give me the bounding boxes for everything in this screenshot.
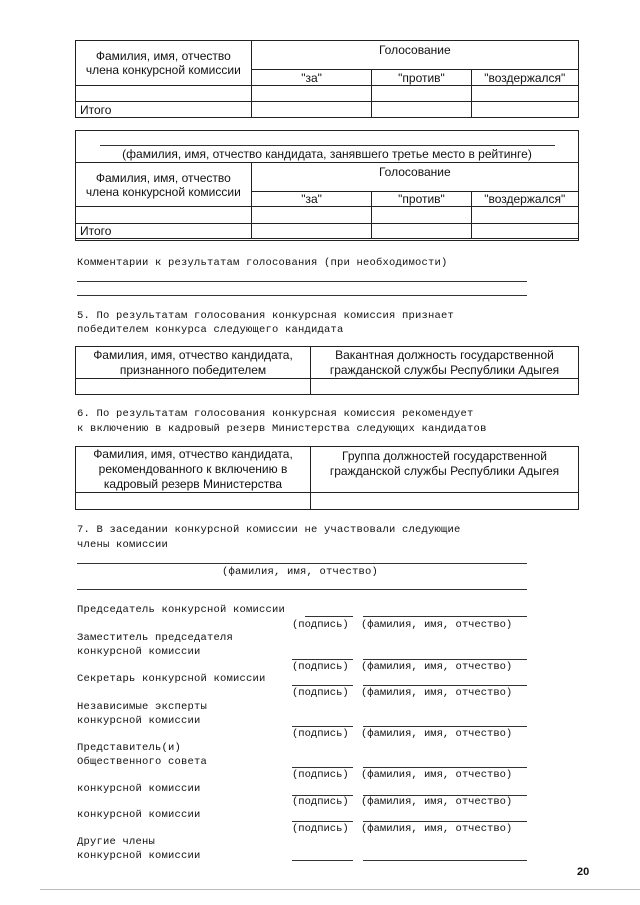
signature-caption: (подпись)	[292, 769, 349, 781]
name-caption: (фамилия, имя, отчество)	[361, 823, 513, 835]
absent-members-caption: (фамилия, имя, отчество)	[222, 566, 379, 578]
table-cell	[372, 86, 471, 102]
name-caption: (фамилия, имя, отчество)	[361, 796, 513, 808]
column-header-position-group: Группа должностей государственной гражданской службы Республики Адыгея	[311, 447, 579, 493]
page-footer-divider	[40, 889, 640, 890]
table-cell	[76, 86, 252, 102]
chair-label: Председатель конкурсной комиссии	[77, 604, 286, 616]
candidate-caption: (фамилия, имя, отчество кандидата, занявшего третье место в рейтинге)	[122, 147, 532, 161]
public-label-2: Общественного совета	[77, 756, 208, 768]
experts-label-1: Независимые эксперты	[77, 701, 208, 713]
table-cell	[251, 86, 372, 102]
deputy-label-2: конкурсной комиссии	[77, 646, 201, 658]
signature-caption: (подпись)	[292, 619, 349, 631]
name-caption: (фамилия, имя, отчество)	[361, 687, 513, 699]
name-caption: (фамилия, имя, отчество)	[361, 661, 513, 673]
table-cell	[372, 207, 471, 224]
name-caption: (фамилия, имя, отчество)	[361, 728, 513, 740]
table-cell	[76, 207, 252, 224]
column-header-reserve-name: Фамилия, имя, отчество кандидата, рекомендованного к включению в кадровый резерв Министерства	[76, 447, 311, 493]
reserve-table	[75, 446, 579, 510]
name-line	[363, 821, 527, 822]
column-header-vote-for: "за"	[251, 70, 372, 86]
signature-line	[305, 616, 353, 617]
name-line	[363, 767, 527, 768]
comments-line-2	[77, 295, 527, 296]
candidate-name-line	[100, 145, 555, 146]
section-6-line-2: к включению в кадровый резерв Министерства следующих кандидатов	[77, 423, 487, 435]
signature-line	[292, 860, 353, 861]
absent-members-line	[77, 563, 527, 564]
table-cell	[471, 102, 578, 118]
signature-caption: (подпись)	[292, 823, 349, 835]
public-label-1: Представитель(и)	[77, 742, 182, 754]
column-header-member-name: Фамилия, имя, отчество члена конкурсной комиссии	[76, 41, 252, 86]
total-label: Итого	[76, 102, 252, 118]
column-header-member-name: Фамилия, имя, отчество члена конкурсной комиссии	[76, 163, 252, 207]
signature-caption: (подпись)	[292, 728, 349, 740]
total-label: Итого	[76, 224, 252, 239]
table-cell	[372, 224, 471, 239]
column-header-vote: Голосование	[251, 41, 578, 70]
section-7-line-2: члены комиссии	[77, 539, 169, 551]
voting-table-1	[75, 40, 579, 118]
name-line	[363, 860, 527, 861]
name-line	[363, 659, 527, 660]
table-cell	[251, 207, 372, 224]
public-label-3: конкурсной комиссии	[77, 783, 201, 795]
absent-members-line-2	[77, 589, 527, 590]
signature-line	[292, 726, 353, 727]
signature-caption: (подпись)	[292, 687, 349, 699]
column-header-vote-against: "против"	[372, 70, 471, 86]
table-cell	[251, 224, 372, 239]
comments-label: Комментарии к результатам голосования (при необходимости)	[77, 257, 448, 269]
column-header-vote-for: "за"	[251, 192, 372, 207]
column-header-vacant-position: Вакантная должность государственной гражданской службы Республики Адыгея	[311, 347, 579, 379]
column-header-winner-name: Фамилия, имя, отчество кандидата, признанного победителем	[76, 347, 311, 379]
name-line	[363, 685, 527, 686]
name-caption: (фамилия, имя, отчество)	[361, 619, 513, 631]
table-cell	[311, 493, 579, 510]
signature-caption: (подпись)	[292, 661, 349, 673]
column-header-vote-against: "против"	[372, 192, 471, 207]
table-cell	[311, 379, 579, 395]
table-cell	[471, 207, 578, 224]
column-header-vote-abstain: "воздержался"	[471, 192, 578, 207]
secretary-label: Секретарь конкурсной комиссии	[77, 673, 266, 685]
signature-line	[292, 821, 353, 822]
comments-line-1	[77, 281, 527, 282]
column-header-vote-abstain: "воздержался"	[471, 70, 578, 86]
table-cell	[76, 493, 311, 510]
page-number: 20	[577, 866, 590, 878]
section-5-line-1: 5. По результатам голосования конкурсная комиссия признает	[77, 310, 455, 322]
public-label-4: конкурсной комиссии	[77, 809, 201, 821]
signature-caption: (подпись)	[292, 796, 349, 808]
table-cell	[76, 379, 311, 395]
table-cell	[471, 86, 578, 102]
section-7-line-1: 7. В заседании конкурсной комиссии не участвовали следующие	[77, 524, 461, 536]
section-5-line-2: победителем конкурса следующего кандидата	[77, 324, 344, 336]
table-cell	[471, 224, 578, 239]
section-6-line-1: 6. По результатам голосования конкурсная комиссия рекомендует	[77, 408, 474, 420]
column-header-vote: Голосование	[251, 163, 578, 192]
signature-line	[292, 767, 353, 768]
experts-label-2: конкурсной комиссии	[77, 715, 201, 727]
others-label-1: Другие члены	[77, 836, 156, 848]
signature-line	[292, 659, 353, 660]
voting-table-2	[75, 162, 579, 239]
signature-line	[292, 685, 353, 686]
name-caption: (фамилия, имя, отчество)	[361, 769, 513, 781]
deputy-label-1: Заместитель председателя	[77, 632, 234, 644]
winner-table	[75, 346, 579, 395]
name-line	[363, 726, 527, 727]
others-label-2: конкурсной комиссии	[77, 850, 201, 862]
name-line	[363, 616, 527, 617]
table-cell	[372, 102, 471, 118]
table-cell	[251, 102, 372, 118]
